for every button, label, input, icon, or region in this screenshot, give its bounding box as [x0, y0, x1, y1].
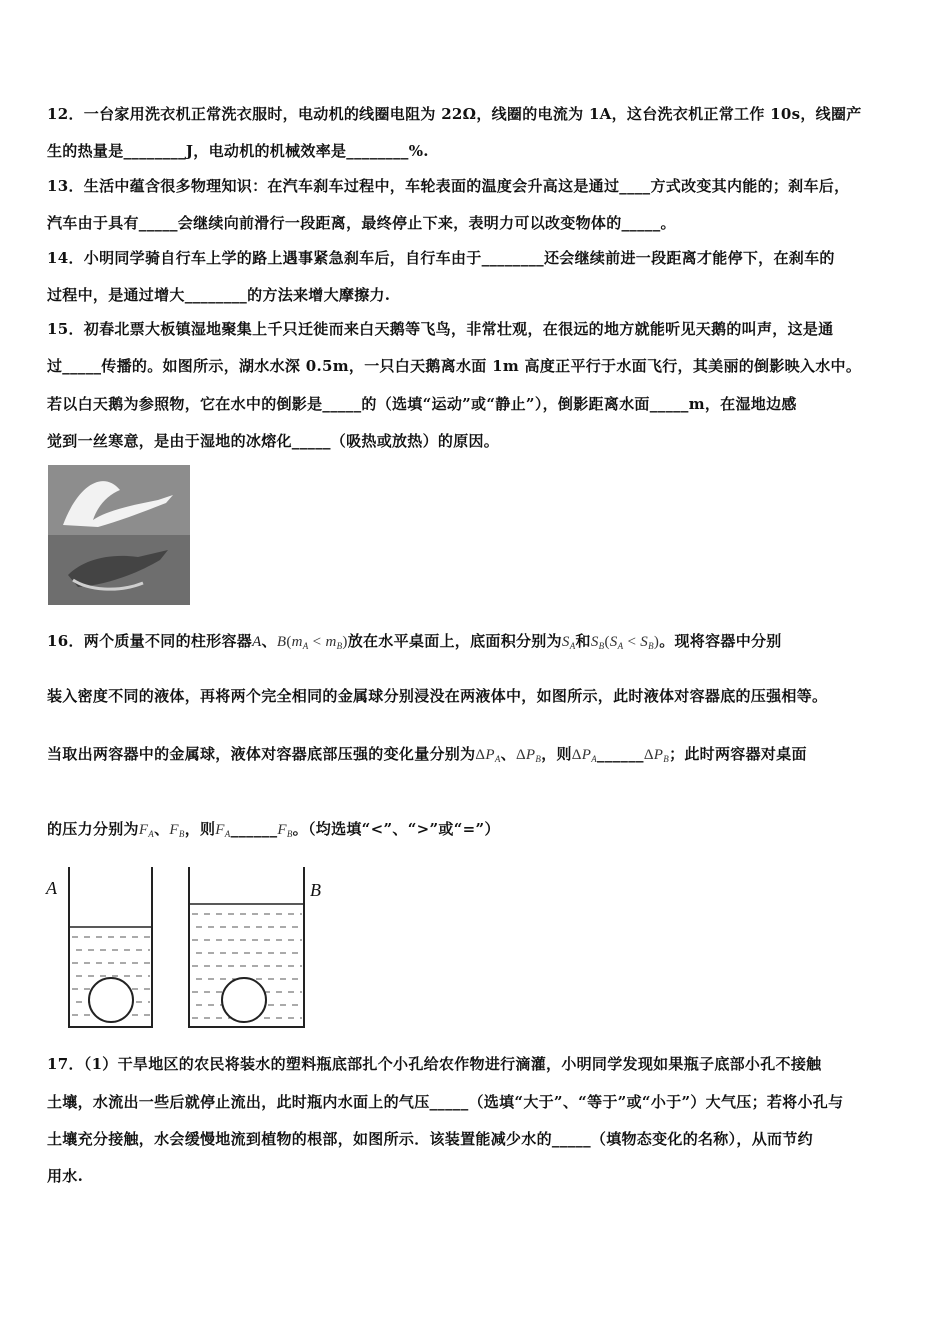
- q15-line-4: 觉到一丝寒意，是由于湿地的冰熔化_____（吸热或放热）的原因。: [47, 432, 500, 450]
- q12-line-1: 12．一台家用洗衣机正常洗衣服时，电动机的线圈电阻为 22Ω，线圈的电流为 1A，这台洗衣机正常工作 10s，线圈产: [47, 105, 862, 123]
- q12-line-2: 生的热量是________J，电动机的机械效率是________%.: [47, 142, 429, 160]
- containers-diagram: [40, 862, 340, 1036]
- q17-line-1: 17．（1）干旱地区的农民将装水的塑料瓶底部扎个小孔给农作物进行滴灌，小明同学发现如果瓶子底部小孔不接触: [47, 1055, 822, 1073]
- swan-photo: [48, 465, 190, 605]
- q15-line-3: 若以白天鹅为参照物，它在水中的倒影是_____的（选填“运动”或“静止”），倒影距离水面_____m，在湿地边感: [47, 395, 797, 413]
- q14-line-2: 过程中，是通过增大________的方法来增大摩擦力.: [47, 286, 391, 304]
- container-a-label: A: [46, 878, 57, 898]
- q16-line-2: 装入密度不同的液体，再将两个完全相同的金属球分别浸没在两液体中，如图所示，此时液体对容器底的压强相等。: [47, 687, 828, 705]
- q13-line-2: 汽车由于具有_____会继续向前滑行一段距离，最终停止下来，表明力可以改变物体的_____。: [47, 214, 676, 232]
- q15-line-1: 15．初春北票大板镇湿地聚集上千只迁徙而来白天鹅等飞鸟，非常壮观，在很远的地方就能听见天鹅的叫声，这是通: [47, 320, 834, 338]
- q16-line-3: 当取出两容器中的金属球，液体对容器底部压强的变化量分别为$\Delta P_A$、$\Delta P_B$，则$\Delta P_A\_\_\_\_\_\_\Delta P_B$；此时两容器对桌面: [47, 745, 807, 764]
- q17-line-4: 用水.: [47, 1167, 84, 1185]
- q13-line-1: 13．生活中蕴含很多物理知识：在汽车刹车过程中，车轮表面的温度会升高这是通过____方式改变其内能的；刹车后，: [47, 177, 850, 195]
- q17-line-2: 土壤，水流出一些后就停止流出，此时瓶内水面上的气压_____（选填“大于”、“等于”或“小于”）大气压；若将小孔与: [47, 1093, 844, 1111]
- q14-line-1: 14．小明同学骑自行车上学的路上遇事紧急刹车后，自行车由于________还会继续前进一段距离才能停下，在刹车的: [47, 249, 835, 267]
- q17-line-3: 土壤充分接触，水会缓慢地流到植物的根部，如图所示．该装置能减少水的_____（填物态变化的名称），从而节约: [47, 1130, 813, 1148]
- q15-line-2: 过_____传播的。如图所示，湖水水深 0.5m，一只白天鹅离水面 1m 高度正平行于水面飞行，其美丽的倒影映入水中。: [47, 357, 862, 375]
- q16-line-4: 的压力分别为$F_A$、$F_B$，则$F_A\_\_\_\_\_\_F_B$。（均选填“<”、“>”或“=”）: [47, 820, 500, 839]
- q16-line-1: 16．两个质量不同的柱形容器A、$B(m_A < m_B)$放在水平桌面上，底面积分别为$S_A$和$S_B(S_A < S_B)$。现将容器中分别: [47, 632, 782, 651]
- container-b-label: B: [310, 880, 321, 900]
